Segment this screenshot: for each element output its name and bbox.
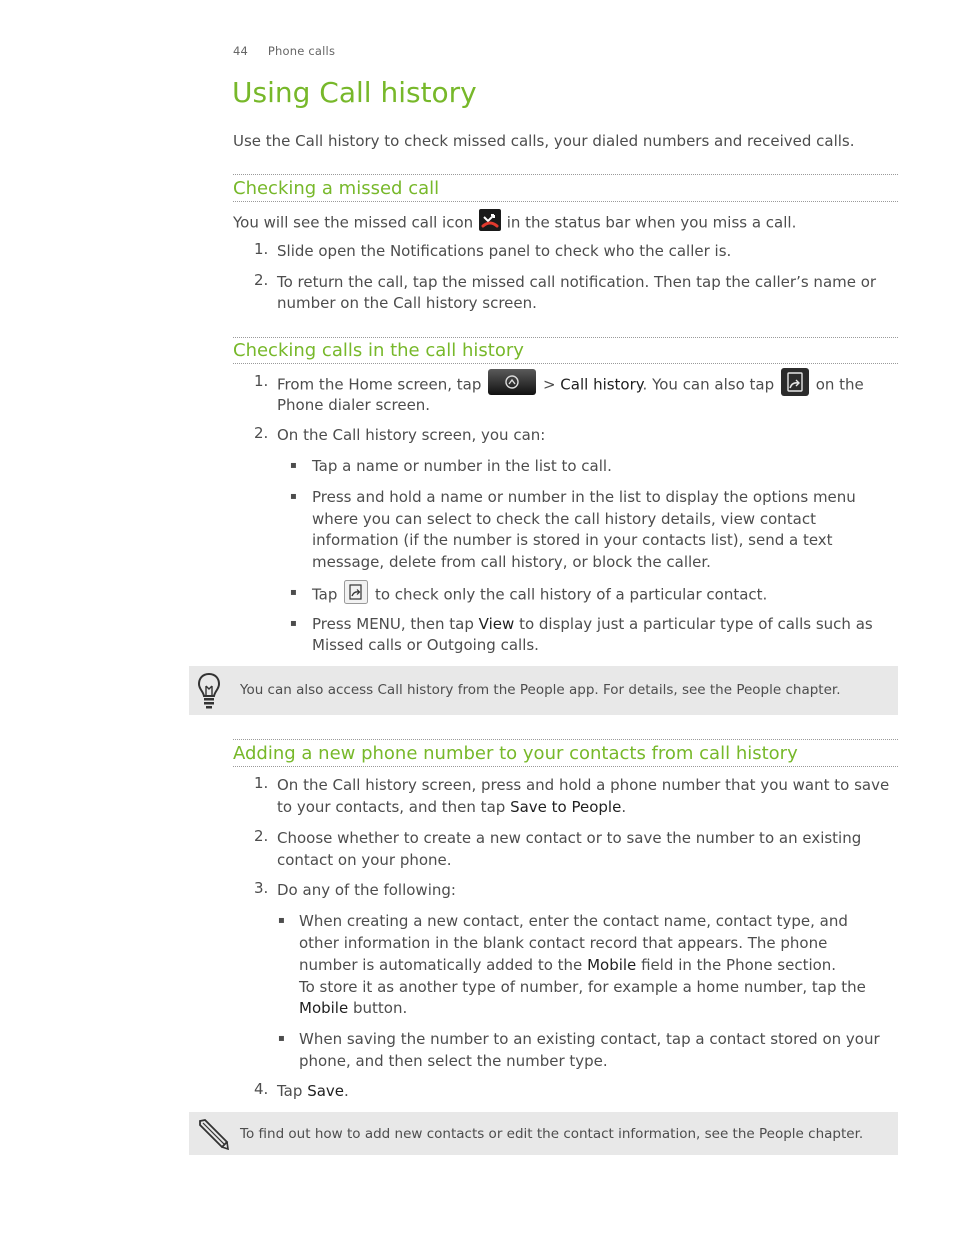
bullet-text: To store it as another type of number, for example a home number, tap the: [299, 978, 866, 996]
step-text: On the Call history screen, press and hold a phone number that you want to save: [277, 776, 890, 794]
step-text: contact on your phone.: [277, 851, 452, 869]
step-number: 2.: [254, 271, 269, 289]
section-divider: [233, 337, 898, 338]
missed-call-lead: You will see the missed call icon in the status bar when you miss a call.: [233, 209, 796, 237]
step-text: Choose whether to create a new contact or to save the number to an existing: [277, 829, 862, 847]
section-divider: [233, 201, 898, 202]
bullet-text: message, delete from call history, or block the caller.: [312, 553, 711, 571]
bullet-marker: ▪: [290, 618, 297, 629]
section-heading-missed-call: Checking a missed call: [233, 178, 440, 199]
tip-note: [189, 666, 898, 715]
bullet-text: where you can select to check the call history details, view contact: [312, 510, 816, 528]
step-text: Phone dialer screen.: [277, 396, 431, 414]
call-history-icon: [781, 368, 809, 402]
page-header: [233, 44, 335, 58]
step-number: 3.: [254, 879, 269, 897]
section-divider: [233, 739, 898, 740]
bullet-marker: ▪: [278, 1033, 285, 1044]
bullet-marker: ▪: [278, 915, 285, 926]
bullet-text: Press and hold a name or number in the list to display the options menu: [312, 488, 856, 506]
step-text: Do any of the following:: [277, 881, 456, 899]
step-text: Tap Save.: [277, 1082, 349, 1100]
step-text: Slide open the Notifications panel to check who the caller is.: [277, 242, 732, 260]
step-text: To return the call, tap the missed call notification. Then tap the caller’s name or: [277, 273, 877, 291]
all-apps-icon: [488, 369, 536, 401]
page-title: Using Call history: [232, 76, 477, 109]
bullet-text: other information in the blank contact record that appears. The phone: [299, 934, 828, 952]
step-number: 1.: [254, 372, 269, 390]
section-divider: [233, 766, 898, 767]
section-heading-add-number: Adding a new phone number to your contacts from call history: [233, 743, 798, 764]
step-text: On the Call history screen, you can:: [277, 426, 546, 444]
bullet-marker: ▪: [290, 491, 297, 502]
step-number: 1.: [254, 774, 269, 792]
bullet-text: Tap a name or number in the list to call.: [312, 457, 612, 475]
missed-call-icon: [479, 209, 501, 237]
section-heading-call-history: Checking calls in the call history: [233, 340, 524, 361]
filter-contact-icon: [344, 580, 368, 610]
step-text: From the Home screen, tap > Call history. You can also tap on the: [277, 368, 864, 402]
bullet-text: Tap to check only the call history of a particular contact.: [312, 580, 767, 610]
pencil-icon: [197, 1118, 229, 1154]
pencil-note: [189, 1112, 898, 1155]
step-number: 2.: [254, 424, 269, 442]
bullet-text: number is automatically added to the Mobile field in the Phone section.: [299, 956, 837, 974]
intro-paragraph: Use the Call history to check missed calls, your dialed numbers and received calls.: [233, 132, 855, 150]
pencil-note-text: To find out how to add new contacts or edit the contact information, see the People chapter.: [240, 1126, 864, 1142]
step-number: 2.: [254, 827, 269, 845]
bullet-text: phone, and then select the number type.: [299, 1052, 608, 1070]
step-text: number on the Call history screen.: [277, 294, 537, 312]
section-divider: [233, 363, 898, 364]
bullet-marker: ▪: [290, 587, 297, 598]
bullet-text: Missed calls or Outgoing calls.: [312, 636, 539, 654]
bullet-marker: ▪: [290, 460, 297, 471]
bullet-text: Mobile button.: [299, 999, 408, 1017]
bullet-text: When creating a new contact, enter the contact name, contact type, and: [299, 912, 848, 930]
section-divider: [233, 174, 898, 175]
step-text: to your contacts, and then tap Save to People.: [277, 798, 627, 816]
lightbulb-icon: [197, 672, 221, 714]
tip-note-text: You can also access Call history from the People app. For details, see the People chapter.: [240, 682, 841, 698]
step-number: 1.: [254, 240, 269, 258]
page-number: 44: [233, 44, 249, 58]
chapter-name: Phone calls: [267, 44, 336, 58]
bullet-text: When saving the number to an existing contact, tap a contact stored on your: [299, 1030, 880, 1048]
bullet-text: information (if the number is stored in your contacts list), send a text: [312, 531, 833, 549]
bullet-text: Press MENU, then tap View to display just a particular type of calls such as: [312, 615, 873, 633]
step-number: 4.: [254, 1080, 269, 1098]
